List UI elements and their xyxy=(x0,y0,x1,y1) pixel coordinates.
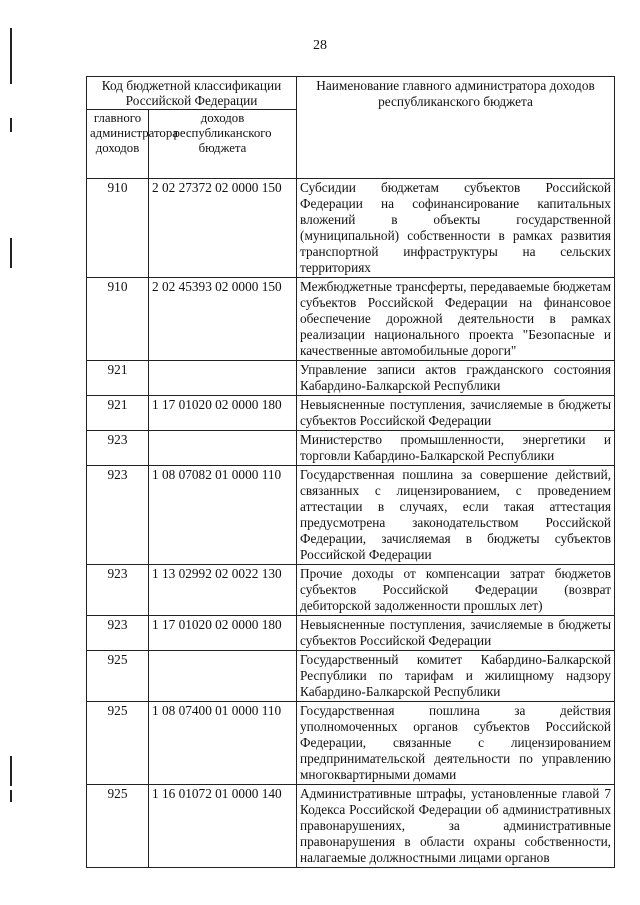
administrator-name-cell: Министерство промышленности, энергетики и торговли Кабардино-Балкарской Республики xyxy=(297,431,615,466)
margin-mark xyxy=(10,790,12,802)
admin-code-cell: 910 xyxy=(87,278,149,361)
income-code-cell: 1 13 02992 02 0022 130 xyxy=(149,565,297,616)
admin-code-cell: 925 xyxy=(87,702,149,785)
income-code-cell xyxy=(149,431,297,466)
margin-mark xyxy=(10,756,12,786)
admin-code-cell: 923 xyxy=(87,431,149,466)
admin-code-cell: 921 xyxy=(87,361,149,396)
income-column-header: доходов республиканского бюджета xyxy=(149,110,297,179)
income-code-cell: 1 08 07082 01 0000 110 xyxy=(149,466,297,565)
margin-mark xyxy=(10,28,12,84)
table-row xyxy=(87,565,615,616)
administrator-name-cell: Административные штрафы, установленные главой 7 Кодекса Российской Федерации об административных правонарушениях, за административные правонарушения в области охраны собственности, налагаемые должностными лицами органов xyxy=(297,785,615,868)
administrator-name-cell: Невыясненные поступления, зачисляемые в бюджеты субъектов Российской Федерации xyxy=(297,616,615,651)
income-code-cell: 1 17 01020 02 0000 180 xyxy=(149,396,297,431)
page-number: 28 xyxy=(313,38,327,53)
admin-code-cell: 925 xyxy=(87,651,149,702)
table-row xyxy=(87,702,615,785)
income-code-cell xyxy=(149,361,297,396)
administrator-name-cell: Прочие доходы от компенсации затрат бюджетов субъектов Российской Федерации (возврат дебиторской задолженности прошлых лет) xyxy=(297,565,615,616)
table-row xyxy=(87,785,615,868)
classification-group-header: Код бюджетной классификации Российской Федерации xyxy=(87,77,297,110)
table-row xyxy=(87,396,615,431)
administrator-name-cell: Межбюджетные трансферты, передаваемые бюджетам субъектов Российской Федерации на финансовое обеспечение дорожной деятельности в рамках реализации национального проекта "Безопасные и качественные автомобильные дороги" xyxy=(297,278,615,361)
table-row xyxy=(87,651,615,702)
margin-mark xyxy=(10,238,12,268)
table-body xyxy=(87,179,615,868)
admin-code-cell: 921 xyxy=(87,396,149,431)
income-code-cell: 2 02 27372 02 0000 150 xyxy=(149,179,297,278)
administrator-name-cell: Государственный комитет Кабардино-Балкарской Республики по тарифам и жилищному надзору Кабардино-Балкарской Республики xyxy=(297,651,615,702)
table-row xyxy=(87,616,615,651)
income-code-cell xyxy=(149,651,297,702)
admin-code-cell: 923 xyxy=(87,565,149,616)
name-column-header: Наименование главного администратора доходов республиканского бюджета xyxy=(297,77,615,179)
margin-mark xyxy=(10,118,12,132)
administrator-name-cell: Государственная пошлина за действия уполномоченных органов субъектов Российской Федерации, связанные с лицензированием предпринимательской деятельности по управлению многоквартирными домами xyxy=(297,702,615,785)
administrator-name-cell: Невыясненные поступления, зачисляемые в бюджеты субъектов Российской Федерации xyxy=(297,396,615,431)
administrator-name-cell: Управление записи актов гражданского состояния Кабардино-Балкарской Республики xyxy=(297,361,615,396)
income-code-cell: 2 02 45393 02 0000 150 xyxy=(149,278,297,361)
table-row xyxy=(87,466,615,565)
admin-code-cell: 923 xyxy=(87,466,149,565)
budget-classification-table xyxy=(86,76,615,868)
income-code-cell: 1 16 01072 01 0000 140 xyxy=(149,785,297,868)
administrator-name-cell: Субсидии бюджетам субъектов Российской Федерации на софинансирование капитальных вложений в объекты государственной (муниципальной) собственности в рамках развития транспортной инфраструктуры на сельских территориях xyxy=(297,179,615,278)
table-row xyxy=(87,431,615,466)
table-row xyxy=(87,361,615,396)
administrator-name-cell: Государственная пошлина за совершение действий, связанных с лицензированием, с проведением аттестации в случаях, если такая аттестация предусмотрена законодательством Российской Федерации, зачисляемая в бюджеты субъектов Российской Федерации xyxy=(297,466,615,565)
income-code-cell: 1 17 01020 02 0000 180 xyxy=(149,616,297,651)
admin-code-cell: 910 xyxy=(87,179,149,278)
table-row xyxy=(87,179,615,278)
income-code-cell: 1 08 07400 01 0000 110 xyxy=(149,702,297,785)
admin-code-cell: 925 xyxy=(87,785,149,868)
admin-column-header: главного администратора доходов xyxy=(87,110,149,179)
admin-code-cell: 923 xyxy=(87,616,149,651)
table-row xyxy=(87,278,615,361)
